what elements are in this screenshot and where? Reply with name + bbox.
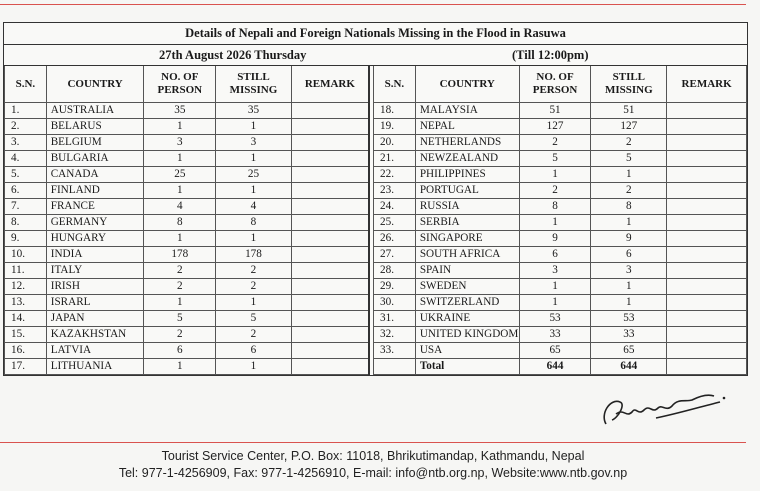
cell-still-missing: 1 bbox=[216, 231, 292, 247]
cell-still-missing: 25 bbox=[216, 167, 292, 183]
cell-num-person: 5 bbox=[144, 311, 216, 327]
cell-sn: 17. bbox=[5, 359, 47, 375]
cell-remark bbox=[667, 215, 747, 231]
cell-remark bbox=[291, 295, 369, 311]
cell-still-missing: 53 bbox=[591, 311, 667, 327]
table-row bbox=[5, 167, 370, 183]
cell-sn: 14. bbox=[5, 311, 47, 327]
cell-still-missing: 5 bbox=[216, 311, 292, 327]
cell-still-missing: 6 bbox=[216, 343, 292, 359]
cell-num-person: 33 bbox=[519, 327, 591, 343]
cell-remark bbox=[291, 279, 369, 295]
table-row bbox=[374, 199, 747, 215]
cell-num-person: 65 bbox=[519, 343, 591, 359]
cell-remark bbox=[667, 199, 747, 215]
cell-country: USA bbox=[415, 343, 519, 359]
cell-country: INDIA bbox=[46, 247, 144, 263]
header-num-person: NO. OF PERSON bbox=[144, 66, 216, 103]
cell-country: UNITED KINGDOM bbox=[415, 327, 519, 343]
cell-country: NEWZEALAND bbox=[415, 151, 519, 167]
cell-country: SWEDEN bbox=[415, 279, 519, 295]
cell-num-person: 1 bbox=[144, 295, 216, 311]
cell-remark bbox=[291, 231, 369, 247]
table-row bbox=[374, 119, 747, 135]
table-row bbox=[5, 343, 370, 359]
cell-num-person: 4 bbox=[144, 199, 216, 215]
cell-remark bbox=[667, 311, 747, 327]
cell-country: FRANCE bbox=[46, 199, 144, 215]
table-row bbox=[5, 199, 370, 215]
cell-country: CANADA bbox=[46, 167, 144, 183]
cell-still-missing: 1 bbox=[591, 279, 667, 295]
cell-still-missing: 1 bbox=[216, 151, 292, 167]
cell-remark bbox=[291, 151, 369, 167]
cell-sn: 4. bbox=[5, 151, 47, 167]
table-row bbox=[5, 247, 370, 263]
cell-sn: 25. bbox=[374, 215, 416, 231]
header-num-person: NO. OF PERSON bbox=[519, 66, 591, 103]
cell-country: SERBIA bbox=[415, 215, 519, 231]
header-sn: S.N. bbox=[374, 66, 416, 103]
tables-wrapper bbox=[4, 66, 747, 375]
cell-still-missing: 3 bbox=[216, 135, 292, 151]
cell-remark bbox=[291, 167, 369, 183]
header-country: COUNTRY bbox=[415, 66, 519, 103]
cell-country: SWITZERLAND bbox=[415, 295, 519, 311]
cell-still-missing: 1 bbox=[216, 295, 292, 311]
cell-num-person: 1 bbox=[519, 279, 591, 295]
cell-still-missing: 33 bbox=[591, 327, 667, 343]
table-row bbox=[5, 151, 370, 167]
table-row bbox=[374, 103, 747, 119]
total-still-missing: 644 bbox=[591, 359, 667, 375]
cell-still-missing: 4 bbox=[216, 199, 292, 215]
table-row bbox=[5, 263, 370, 279]
table-row bbox=[5, 311, 370, 327]
cell-sn: 6. bbox=[5, 183, 47, 199]
table-row bbox=[374, 327, 747, 343]
cell-num-person: 9 bbox=[519, 231, 591, 247]
report-date: 27th August 2026 Thursday bbox=[159, 48, 307, 62]
cell-still-missing: 1 bbox=[591, 167, 667, 183]
footer-address: Tourist Service Center, P.O. Box: 11018, Bhrikutimandap, Kathmandu, Nepal bbox=[161, 449, 585, 463]
header-country: COUNTRY bbox=[46, 66, 144, 103]
table-row bbox=[374, 151, 747, 167]
cell-sn: 21. bbox=[374, 151, 416, 167]
cell-remark bbox=[667, 279, 747, 295]
cell-still-missing: 1 bbox=[216, 119, 292, 135]
table-row bbox=[374, 231, 747, 247]
cell-country: SPAIN bbox=[415, 263, 519, 279]
cell-sn: 20. bbox=[374, 135, 416, 151]
cell-num-person: 178 bbox=[144, 247, 216, 263]
cell-num-person: 1 bbox=[144, 359, 216, 375]
cell-num-person: 127 bbox=[519, 119, 591, 135]
cell-country: BELGIUM bbox=[46, 135, 144, 151]
cell-remark bbox=[291, 311, 369, 327]
table-row bbox=[5, 279, 370, 295]
cell-country: MALAYSIA bbox=[415, 103, 519, 119]
cell-num-person: 2 bbox=[144, 279, 216, 295]
cell-country: IRISH bbox=[46, 279, 144, 295]
cell-still-missing: 1 bbox=[591, 295, 667, 311]
cell-still-missing: 51 bbox=[591, 103, 667, 119]
cell-num-person: 1 bbox=[144, 119, 216, 135]
cell-sn: 32. bbox=[374, 327, 416, 343]
cell-remark bbox=[667, 247, 747, 263]
table-row bbox=[374, 183, 747, 199]
table-row bbox=[5, 215, 370, 231]
cell-remark bbox=[291, 247, 369, 263]
cell-num-person: 2 bbox=[519, 183, 591, 199]
cell-num-person: 5 bbox=[519, 151, 591, 167]
cell-sn: 7. bbox=[5, 199, 47, 215]
table-right-body bbox=[374, 103, 747, 375]
cell-num-person: 2 bbox=[144, 327, 216, 343]
cell-remark bbox=[291, 199, 369, 215]
cell-remark bbox=[667, 295, 747, 311]
cell-still-missing: 9 bbox=[591, 231, 667, 247]
cell-remark bbox=[667, 359, 747, 375]
cell-sn: 5. bbox=[5, 167, 47, 183]
cell-still-missing: 65 bbox=[591, 343, 667, 359]
cell-country: RUSSIA bbox=[415, 199, 519, 215]
cell-sn: 22. bbox=[374, 167, 416, 183]
cell-remark bbox=[291, 119, 369, 135]
cell-still-missing: 1 bbox=[216, 359, 292, 375]
cell-still-missing: 2 bbox=[591, 135, 667, 151]
table-left bbox=[4, 66, 370, 375]
cell-sn: 23. bbox=[374, 183, 416, 199]
cell-num-person: 53 bbox=[519, 311, 591, 327]
table-row bbox=[5, 359, 370, 375]
cell-remark bbox=[291, 135, 369, 151]
cell-remark bbox=[291, 359, 369, 375]
cell-country: KAZAKHSTAN bbox=[46, 327, 144, 343]
cell-still-missing: 2 bbox=[216, 279, 292, 295]
cell-still-missing: 127 bbox=[591, 119, 667, 135]
header-remark: REMARK bbox=[667, 66, 747, 103]
cell-remark bbox=[667, 103, 747, 119]
cell-num-person: 1 bbox=[519, 215, 591, 231]
cell-country: FINLAND bbox=[46, 183, 144, 199]
cell-remark bbox=[667, 183, 747, 199]
cell-still-missing: 1 bbox=[591, 215, 667, 231]
cell-sn: 18. bbox=[374, 103, 416, 119]
cell-num-person: 8 bbox=[519, 199, 591, 215]
cell-remark bbox=[667, 327, 747, 343]
header-still-missing: STILL MISSING bbox=[591, 66, 667, 103]
table-row bbox=[5, 295, 370, 311]
cell-country: BULGARIA bbox=[46, 151, 144, 167]
cell-country: SOUTH AFRICA bbox=[415, 247, 519, 263]
cell-remark bbox=[291, 215, 369, 231]
table-row bbox=[374, 295, 747, 311]
cell-country: HUNGARY bbox=[46, 231, 144, 247]
cell-sn bbox=[374, 359, 416, 375]
table-row bbox=[374, 279, 747, 295]
cell-remark bbox=[291, 263, 369, 279]
table-row bbox=[374, 135, 747, 151]
footer bbox=[0, 448, 746, 482]
cell-num-person: 3 bbox=[144, 135, 216, 151]
cell-sn: 2. bbox=[5, 119, 47, 135]
cell-num-person: 1 bbox=[144, 183, 216, 199]
cell-sn: 13. bbox=[5, 295, 47, 311]
cell-country: UKRAINE bbox=[415, 311, 519, 327]
cell-sn: 3. bbox=[5, 135, 47, 151]
cell-remark bbox=[291, 327, 369, 343]
cell-still-missing: 2 bbox=[216, 327, 292, 343]
table-row bbox=[374, 247, 747, 263]
cell-sn: 1. bbox=[5, 103, 47, 119]
cell-still-missing: 3 bbox=[591, 263, 667, 279]
cell-sn: 30. bbox=[374, 295, 416, 311]
table-row bbox=[374, 311, 747, 327]
table-header-row bbox=[374, 66, 747, 103]
cell-sn: 31. bbox=[374, 311, 416, 327]
cell-sn: 16. bbox=[5, 343, 47, 359]
cell-remark bbox=[667, 167, 747, 183]
cell-sn: 26. bbox=[374, 231, 416, 247]
cell-sn: 9. bbox=[5, 231, 47, 247]
cell-sn: 24. bbox=[374, 199, 416, 215]
cell-remark bbox=[291, 343, 369, 359]
cell-country: GERMANY bbox=[46, 215, 144, 231]
cell-country: BELARUS bbox=[46, 119, 144, 135]
cell-still-missing: 178 bbox=[216, 247, 292, 263]
cell-sn: 19. bbox=[374, 119, 416, 135]
table-right bbox=[373, 66, 747, 375]
header-sn: S.N. bbox=[5, 66, 47, 103]
cell-still-missing: 5 bbox=[591, 151, 667, 167]
table-row bbox=[5, 103, 370, 119]
date-row bbox=[4, 45, 747, 66]
cell-country: LATVIA bbox=[46, 343, 144, 359]
cell-num-person: 1 bbox=[144, 231, 216, 247]
table-row bbox=[5, 327, 370, 343]
table-row bbox=[374, 215, 747, 231]
cell-num-person: 2 bbox=[519, 135, 591, 151]
table-left-body bbox=[5, 103, 370, 375]
cell-country: LITHUANIA bbox=[46, 359, 144, 375]
cell-num-person: 2 bbox=[144, 263, 216, 279]
signature bbox=[596, 384, 736, 440]
cell-num-person: 6 bbox=[144, 343, 216, 359]
cell-country: PORTUGAL bbox=[415, 183, 519, 199]
cell-still-missing: 6 bbox=[591, 247, 667, 263]
cell-country: SINGAPORE bbox=[415, 231, 519, 247]
bottom-divider bbox=[0, 442, 746, 443]
table-row bbox=[374, 167, 747, 183]
cell-still-missing: 35 bbox=[216, 103, 292, 119]
cell-remark bbox=[667, 231, 747, 247]
table-header-row bbox=[5, 66, 370, 103]
cell-country: PHILIPPINES bbox=[415, 167, 519, 183]
cell-num-person: 25 bbox=[144, 167, 216, 183]
cell-remark bbox=[291, 183, 369, 199]
document-title: Details of Nepali and Foreign Nationals Missing in the Flood in Rasuwa bbox=[4, 23, 747, 45]
cell-num-person: 3 bbox=[519, 263, 591, 279]
cell-sn: 10. bbox=[5, 247, 47, 263]
cell-num-person: 1 bbox=[144, 151, 216, 167]
cell-still-missing: 2 bbox=[216, 263, 292, 279]
header-remark: REMARK bbox=[291, 66, 369, 103]
header-still-missing: STILL MISSING bbox=[216, 66, 292, 103]
cell-country: JAPAN bbox=[46, 311, 144, 327]
cell-country: ISRARL bbox=[46, 295, 144, 311]
footer-contact: Tel: 977-1-4256909, Fax: 977-1-4256910, E-mail: info@ntb.org.np, Website:www.ntb.gov.np bbox=[118, 466, 628, 480]
cell-sn: 33. bbox=[374, 343, 416, 359]
cell-country: ITALY bbox=[46, 263, 144, 279]
cell-still-missing: 8 bbox=[591, 199, 667, 215]
cell-remark bbox=[667, 135, 747, 151]
cell-sn: 11. bbox=[5, 263, 47, 279]
cell-num-person: 51 bbox=[519, 103, 591, 119]
table-row bbox=[374, 343, 747, 359]
table-row bbox=[5, 135, 370, 151]
cell-remark bbox=[667, 151, 747, 167]
cell-sn: 27. bbox=[374, 247, 416, 263]
cell-sn: 12. bbox=[5, 279, 47, 295]
cell-num-person: 1 bbox=[519, 295, 591, 311]
total-label: Total bbox=[415, 359, 519, 375]
table-row bbox=[5, 183, 370, 199]
total-row bbox=[374, 359, 747, 375]
total-num-person: 644 bbox=[519, 359, 591, 375]
cell-still-missing: 1 bbox=[216, 183, 292, 199]
table-row bbox=[5, 119, 370, 135]
cell-country: AUSTRALIA bbox=[46, 103, 144, 119]
cell-country: NETHERLANDS bbox=[415, 135, 519, 151]
cell-remark bbox=[291, 103, 369, 119]
cell-num-person: 1 bbox=[519, 167, 591, 183]
report-time: (Till 12:00pm) bbox=[512, 48, 589, 62]
cell-remark bbox=[667, 119, 747, 135]
missing-persons-document bbox=[3, 22, 748, 376]
cell-num-person: 8 bbox=[144, 215, 216, 231]
cell-sn: 15. bbox=[5, 327, 47, 343]
cell-country: NEPAL bbox=[415, 119, 519, 135]
cell-num-person: 6 bbox=[519, 247, 591, 263]
cell-remark bbox=[667, 343, 747, 359]
cell-still-missing: 8 bbox=[216, 215, 292, 231]
cell-sn: 8. bbox=[5, 215, 47, 231]
top-divider bbox=[0, 4, 746, 5]
cell-num-person: 35 bbox=[144, 103, 216, 119]
table-row bbox=[374, 263, 747, 279]
cell-sn: 28. bbox=[374, 263, 416, 279]
table-row bbox=[5, 231, 370, 247]
cell-still-missing: 2 bbox=[591, 183, 667, 199]
cell-sn: 29. bbox=[374, 279, 416, 295]
cell-remark bbox=[667, 263, 747, 279]
